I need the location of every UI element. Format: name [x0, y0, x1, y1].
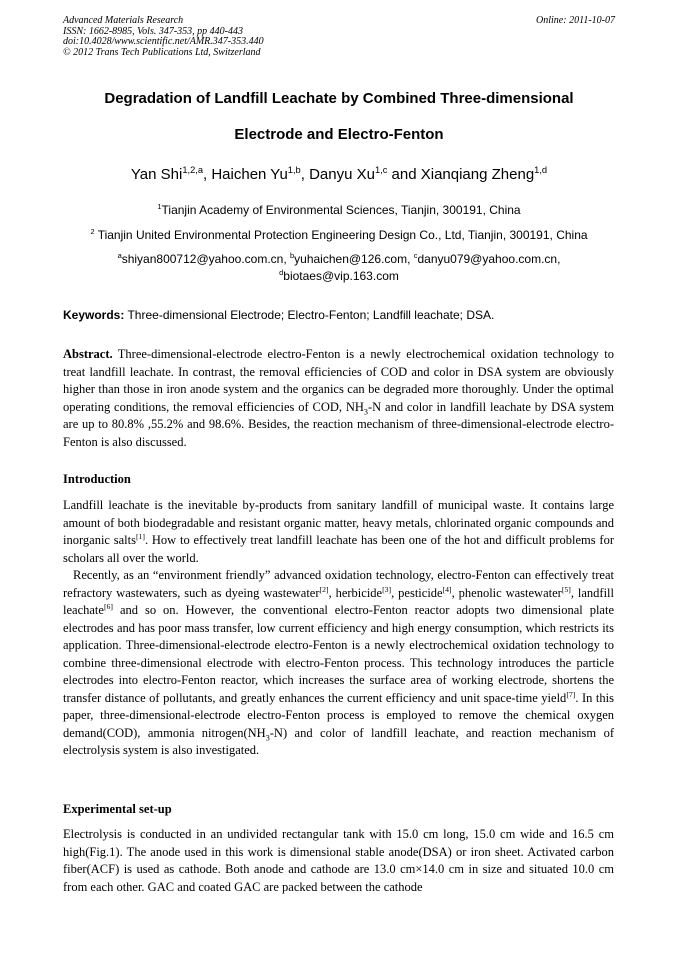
email-sup: b — [290, 251, 295, 260]
email-link[interactable]: danyu079@yahoo.com.cn, — [417, 252, 561, 266]
citation: [1] — [135, 531, 146, 541]
emails-line-2 — [63, 269, 615, 283]
citation: [5] — [561, 584, 571, 594]
abstract-label: Abstract. — [63, 347, 113, 361]
author-name: Haichen Yu — [211, 166, 288, 183]
authors — [63, 166, 615, 183]
intro-text: , pesticide — [391, 585, 443, 600]
title-line-1: Degradation of Landfill Leachate by Combined Three-dimensional — [104, 90, 574, 107]
subscript: 3 — [265, 733, 270, 742]
copyright: © 2012 Trans Tech Publications Ltd, Switzerland — [63, 46, 261, 58]
author-sep: , — [300, 166, 310, 183]
abstract — [63, 346, 614, 451]
introduction-heading: Introduction — [63, 472, 131, 486]
experimental-body — [63, 826, 614, 896]
intro-text: -N) and color of landfill leachate, and reaction mechanism of electrolysis system is also investigated. — [63, 725, 614, 757]
keywords — [63, 308, 615, 322]
affiliation-2 — [63, 228, 615, 242]
aff-text: Tianjin United Environmental Protection Engineering Design Co., Ltd, Tianjin, 300191, China — [97, 228, 588, 242]
author-sup: 1,d — [534, 165, 548, 175]
aff-text: Tianjin Academy of Environmental Sciences, Tianjin, 300191, China — [161, 203, 521, 217]
intro-paragraph-1 — [63, 497, 614, 567]
subscript: 3 — [363, 407, 368, 416]
abstract-text: Three-dimensional-electrode electro-Fenton is a newly electrochemical oxidation technology to treat landfill leachate. In contrast, the removal efficiencies of COD and color in DSA system are obviously higher than those in iron anode system and the organics can be degraded more thoroughly. Under the optimal operating conditions, the removal efficiencies of COD, NH — [63, 347, 614, 414]
email-sup: a — [117, 251, 122, 260]
affiliation-1 — [63, 203, 615, 217]
aff-sup: 2 — [90, 227, 95, 236]
author-name: Danyu Xu — [309, 166, 375, 183]
intro-text: . How to effectively treat landfill leachate has been one of the hot and difficult problems for scholars all over the world. — [63, 533, 614, 565]
intro-text: and so on. However, the conventional electro-Fenton reactor adopts two dimensional plate electrodes and has poor mass transfer, low current efficiency and high energy consumption, which restricts its application. Three-dimensional-electrode electro-Fenton is a newly electrochemical oxidation technology to combine three-dimensional electrode with electro-Fenton process. This technology introduces the particle electrodes into electro-Fenton reactor, which increases the surface area of working electrode, shortens the transfer distance of pollutants, and greatly enhances the current efficiency and unit space-time yield — [63, 603, 614, 705]
experimental-heading: Experimental set-up — [63, 802, 172, 816]
citation: [4] — [442, 584, 452, 594]
author-sup: 1,b — [287, 165, 301, 175]
journal-header — [63, 16, 615, 58]
citation: [2] — [319, 584, 329, 594]
introduction-body — [63, 497, 614, 760]
intro-text: , phenolic wastewater — [451, 585, 562, 600]
author-sup: 1,2,a — [182, 165, 203, 175]
email-sup: c — [413, 251, 418, 260]
intro-text: . In this paper, three-dimensional-electrode electro-Fenton process is employed to remove the chemical oxygen demand(COD), ammonia nitrogen(NH — [63, 690, 614, 740]
doi: doi:10.4028/www.scientific.net/AMR.347-353.440 — [63, 36, 264, 48]
citation: [6] — [103, 601, 113, 611]
author-sup: 1,c — [374, 165, 388, 175]
online-date: Online: 2011-10-07 — [536, 15, 615, 26]
citation: [3] — [382, 584, 392, 594]
keywords-label: Keywords: — [63, 308, 125, 322]
intro-paragraph-2 — [63, 567, 614, 760]
intro-text: , landfill leachate — [63, 585, 614, 617]
aff-sup: 1 — [157, 202, 162, 211]
email-link[interactable]: biotaes@vip.163.com — [283, 269, 399, 283]
citation: [7] — [566, 689, 576, 699]
email-link[interactable]: yuhaichen@126.com, — [294, 252, 414, 266]
email-link[interactable]: shiyan800712@yahoo.com.cn, — [121, 252, 291, 266]
email-sup: d — [279, 268, 284, 277]
abstract-text: -N and color in landfill leachate by DSA system are up to 80.8% ,55.2% and 98.6%. Besides, the reaction mechanism of three-dimensional-electrode electro-Fenton is also discussed. — [63, 399, 614, 449]
author-sep: , — [203, 166, 212, 183]
journal-name: Advanced Materials Research — [63, 15, 184, 26]
emails-line-1 — [63, 252, 615, 266]
intro-text: Recently, as an “environment friendly” advanced oxidation technology, electro-Fenton can effectively treat refractory wastewaters, such as dyeing wastewater — [63, 568, 614, 600]
title-line-2: Electrode and Electro-Fenton — [234, 126, 444, 143]
intro-text: , herbicide — [328, 585, 383, 600]
intro-text: Landfill leachate is the inevitable by-products from sanitary landfill of municipal waste. It contains large amount of both biodegradable and resistant organic matter, heavy metals, chlorinated organic compounds and inorganic salts — [63, 498, 614, 547]
keywords-text: Three-dimensional Electrode; Electro-Fenton; Landfill leachate; DSA. — [124, 308, 495, 322]
author-sep: and — [387, 166, 421, 183]
issn: ISSN: 1662-8985, Vols. 347-353, pp 440-443 — [63, 25, 243, 37]
experimental-paragraph: Electrolysis is conducted in an undivided rectangular tank with 15.0 cm long, 15.0 cm wide and 16.5 cm high(Fig.1). The anode used in this work is dimensional stable anode(DSA) or iron sheet. Activated carbon fiber(ACF) is used as cathode. Both anode and cathode are 13.0 cm×14.0 cm in size and situated 10.0 cm from each other. GAC and coated GAC are packed between the cathode — [63, 827, 614, 894]
author-name: Xianqiang Zheng — [420, 166, 535, 183]
author-name: Yan Shi — [130, 166, 183, 183]
